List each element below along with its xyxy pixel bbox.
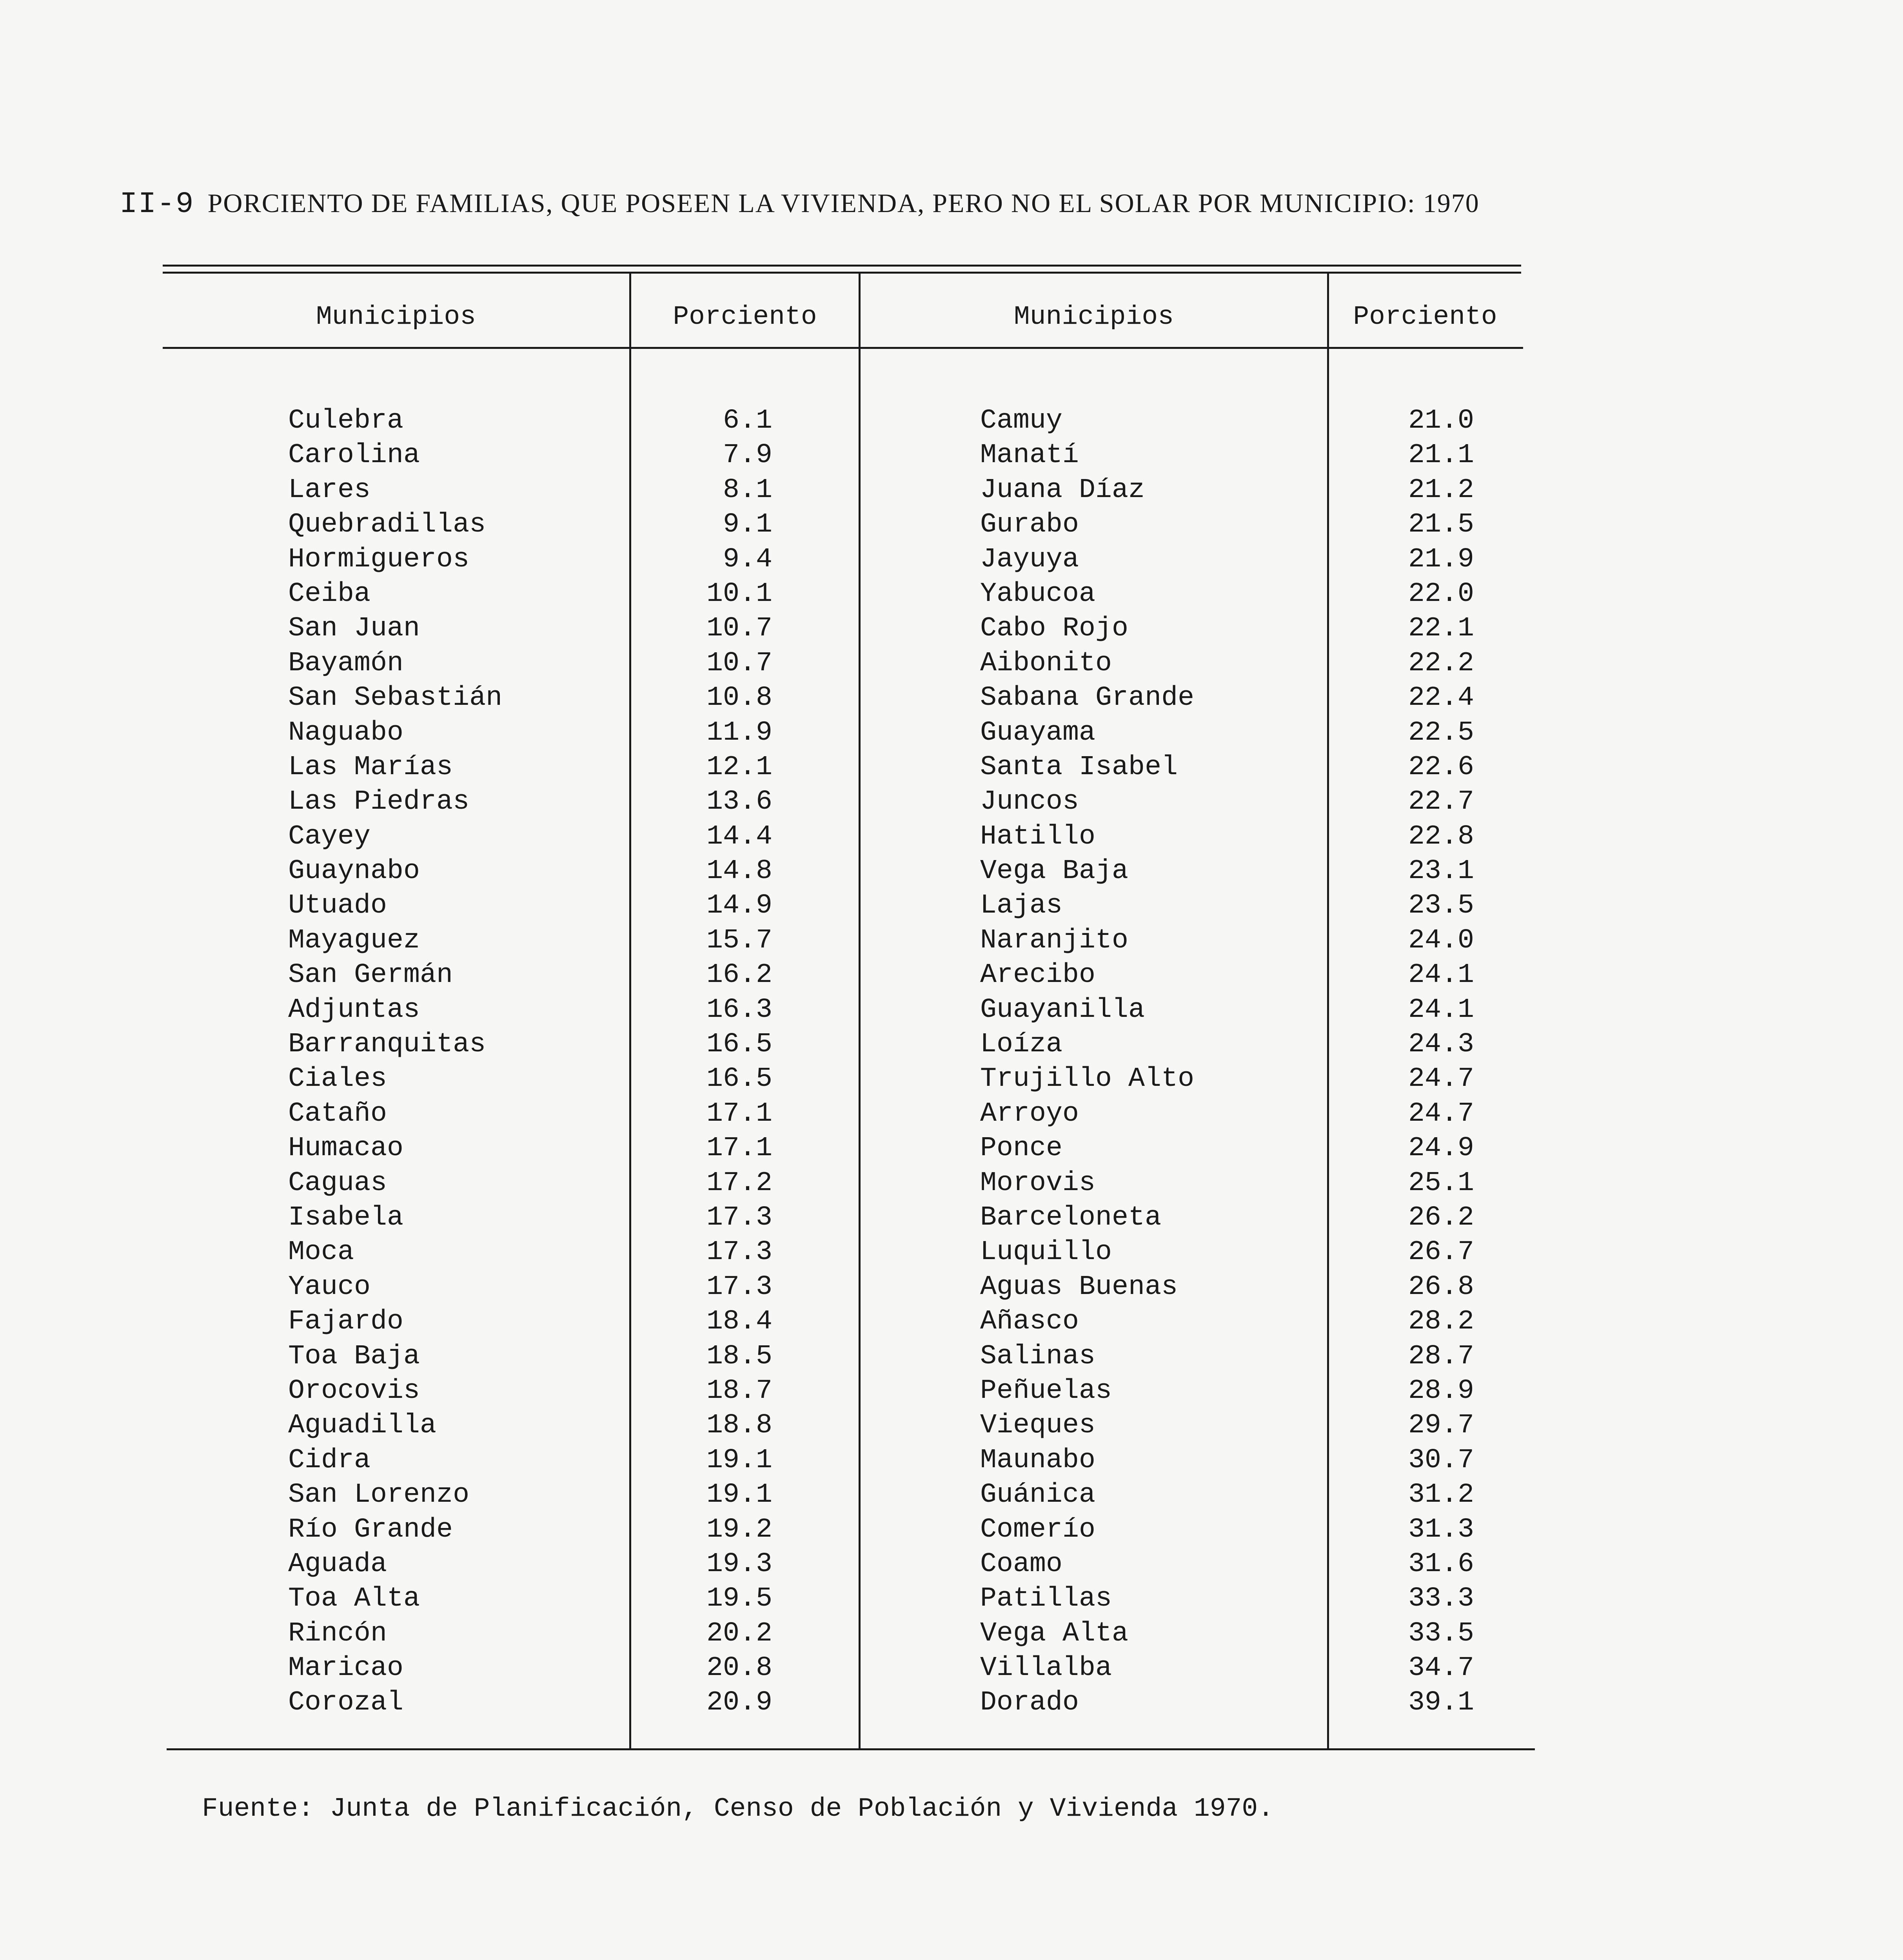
porciento-value: 6.1 [723, 405, 772, 436]
porciento-value: 28.2 [1408, 1306, 1474, 1338]
municipio-name: Arecibo [980, 960, 1096, 991]
porciento-value: 26.7 [1408, 1237, 1474, 1268]
municipio-name: Barceloneta [980, 1202, 1162, 1233]
municipio-name: Culebra [288, 405, 404, 436]
divider-2 [859, 272, 861, 1748]
porciento-value: 24.3 [1408, 1029, 1474, 1060]
municipio-name: San Sebastián [288, 682, 503, 714]
porciento-value: 17.3 [706, 1271, 772, 1303]
porciento-value: 24.9 [1408, 1133, 1474, 1164]
header-rule [163, 347, 1523, 349]
porciento-value: 17.3 [706, 1202, 772, 1233]
porciento-value: 9.4 [723, 544, 772, 575]
porciento-value: 26.8 [1408, 1271, 1474, 1303]
porciento-value: 16.2 [706, 960, 772, 991]
porciento-value: 21.9 [1408, 544, 1474, 575]
municipio-name: Maricao [288, 1653, 404, 1684]
porciento-value: 22.1 [1408, 613, 1474, 644]
municipio-name: Guaynabo [288, 856, 420, 887]
porciento-value: 21.5 [1408, 509, 1474, 541]
municipio-name: Fajardo [288, 1306, 404, 1338]
municipio-name: Yabucoa [980, 578, 1096, 610]
municipio-name: Vega Alta [980, 1618, 1129, 1649]
municipio-name: Camuy [980, 405, 1063, 436]
municipio-name: Guayama [980, 717, 1096, 748]
porciento-value: 22.8 [1408, 821, 1474, 852]
porciento-value: 31.2 [1408, 1479, 1474, 1511]
municipio-name: Coamo [980, 1548, 1063, 1580]
porciento-value: 18.5 [706, 1341, 772, 1372]
porciento-value: 9.1 [723, 509, 772, 541]
municipio-name: Adjuntas [288, 994, 420, 1025]
porciento-value: 19.2 [706, 1514, 772, 1545]
municipio-name: Naguabo [288, 717, 404, 748]
porciento-value: 29.7 [1408, 1410, 1474, 1441]
porciento-value: 28.9 [1408, 1375, 1474, 1406]
left-municipios-column [288, 404, 621, 1720]
porciento-value: 19.5 [706, 1583, 772, 1615]
municipio-name: Río Grande [288, 1514, 453, 1545]
porciento-value: 10.7 [706, 613, 772, 644]
municipio-name: Naranjito [980, 925, 1129, 956]
left-porciento-column [666, 404, 772, 1720]
porciento-value: 25.1 [1408, 1167, 1474, 1199]
municipio-name: Hormigueros [288, 544, 470, 575]
porciento-value: 31.6 [1408, 1548, 1474, 1580]
porciento-value: 22.7 [1408, 786, 1474, 818]
porciento-value: 28.7 [1408, 1341, 1474, 1372]
municipio-name: San Lorenzo [288, 1479, 470, 1511]
header-porciento-left: Porciento [673, 302, 817, 332]
municipio-name: Cabo Rojo [980, 613, 1129, 644]
municipio-name: Aguadilla [288, 1410, 437, 1441]
porciento-value: 24.7 [1408, 1063, 1474, 1095]
municipio-name: Jayuya [980, 544, 1079, 575]
municipio-name: Comerío [980, 1514, 1096, 1545]
porciento-value: 13.6 [706, 786, 772, 818]
header-municipios-right: Municipios [1013, 302, 1174, 332]
porciento-value: 14.4 [706, 821, 772, 852]
municipio-name: Loíza [980, 1029, 1063, 1060]
porciento-value: 33.5 [1408, 1618, 1474, 1649]
municipio-name: Vega Baja [980, 856, 1129, 887]
municipio-name: Cataño [288, 1098, 387, 1129]
municipio-name: Vieques [980, 1410, 1096, 1441]
porciento-value: 24.1 [1408, 960, 1474, 991]
porciento-value: 19.3 [706, 1548, 772, 1580]
porciento-value: 31.3 [1408, 1514, 1474, 1545]
table-title-text: PORCIENTO DE FAMILIAS, QUE POSEEN LA VIVIENDA, PERO NO EL SOLAR POR MUNICIPIO: 1970 [207, 188, 1480, 218]
municipio-name: Toa Baja [288, 1341, 420, 1372]
porciento-value: 22.2 [1408, 648, 1474, 679]
municipio-name: Bayamón [288, 648, 404, 679]
porciento-value: 8.1 [723, 474, 772, 506]
municipio-name: Dorado [980, 1687, 1079, 1719]
municipio-name: Aibonito [980, 648, 1112, 679]
porciento-value: 19.1 [706, 1479, 772, 1511]
municipio-name: Cidra [288, 1445, 371, 1476]
porciento-value: 30.7 [1408, 1445, 1474, 1476]
porciento-value: 34.7 [1408, 1653, 1474, 1684]
porciento-value: 17.3 [706, 1237, 772, 1268]
municipio-name: Quebradillas [288, 509, 486, 541]
municipio-name: Orocovis [288, 1375, 420, 1406]
municipio-name: Juncos [980, 786, 1079, 818]
municipio-name: Las Marías [288, 751, 453, 783]
porciento-value: 23.5 [1408, 890, 1474, 922]
porciento-value: 20.2 [706, 1618, 772, 1649]
right-porciento-column [1364, 404, 1474, 1720]
municipio-name: Moca [288, 1237, 354, 1268]
municipio-name: Carolina [288, 440, 420, 471]
municipio-name: Arroyo [980, 1098, 1079, 1129]
municipio-name: Ciales [288, 1063, 387, 1095]
municipio-name: San Juan [288, 613, 420, 644]
municipio-name: Utuado [288, 890, 387, 922]
municipio-name: Mayaguez [288, 925, 420, 956]
top-rule-1 [163, 265, 1521, 267]
porciento-value: 18.7 [706, 1375, 772, 1406]
porciento-value: 21.0 [1408, 405, 1474, 436]
porciento-value: 24.1 [1408, 994, 1474, 1025]
porciento-value: 18.8 [706, 1410, 772, 1441]
porciento-value: 17.2 [706, 1167, 772, 1199]
porciento-value: 7.9 [723, 440, 772, 471]
municipio-name: Morovis [980, 1167, 1096, 1199]
municipio-name: Guánica [980, 1479, 1096, 1511]
porciento-value: 15.7 [706, 925, 772, 956]
porciento-value: 20.9 [706, 1687, 772, 1719]
municipio-name: Añasco [980, 1306, 1079, 1338]
porciento-value: 23.1 [1408, 856, 1474, 887]
municipio-name: Corozal [288, 1687, 404, 1719]
municipio-name: Salinas [980, 1341, 1096, 1372]
municipio-name: Lares [288, 474, 371, 506]
municipio-name: Villalba [980, 1653, 1112, 1684]
municipio-name: Las Piedras [288, 786, 470, 818]
municipio-name: Santa Isabel [980, 751, 1178, 783]
table-title [120, 187, 1480, 221]
municipio-name: Manatí [980, 440, 1079, 471]
municipio-name: Aguada [288, 1548, 387, 1580]
municipio-name: Caguas [288, 1167, 387, 1199]
porciento-value: 22.5 [1408, 717, 1474, 748]
municipio-name: Peñuelas [980, 1375, 1112, 1406]
municipio-name: Maunabo [980, 1445, 1096, 1476]
porciento-value: 17.1 [706, 1098, 772, 1129]
porciento-value: 18.4 [706, 1306, 772, 1338]
municipio-name: Humacao [288, 1133, 404, 1164]
porciento-value: 17.1 [706, 1133, 772, 1164]
municipio-name: Cayey [288, 821, 371, 852]
municipio-name: Hatillo [980, 821, 1096, 852]
municipio-name: San Germán [288, 960, 453, 991]
municipio-name: Luquillo [980, 1237, 1112, 1268]
porciento-value: 39.1 [1408, 1687, 1474, 1719]
municipio-name: Juana Díaz [980, 474, 1145, 506]
right-municipios-column [980, 404, 1325, 1720]
porciento-value: 10.7 [706, 648, 772, 679]
porciento-value: 16.5 [706, 1029, 772, 1060]
porciento-value: 22.0 [1408, 578, 1474, 610]
municipio-name: Sabana Grande [980, 682, 1195, 714]
divider-3 [1327, 272, 1329, 1748]
porciento-value: 21.2 [1408, 474, 1474, 506]
porciento-value: 24.0 [1408, 925, 1474, 956]
porciento-value: 16.5 [706, 1063, 772, 1095]
divider-1 [629, 272, 631, 1748]
municipio-name: Ceiba [288, 578, 371, 610]
header-municipios-left: Municipios [316, 302, 476, 332]
porciento-value: 12.1 [706, 751, 772, 783]
source-note: Fuente: Junta de Planificación, Censo de Población y Vivienda 1970. [202, 1794, 1274, 1824]
porciento-value: 22.6 [1408, 751, 1474, 783]
header-porciento-right: Porciento [1353, 302, 1497, 332]
municipio-name: Barranquitas [288, 1029, 486, 1060]
porciento-value: 26.2 [1408, 1202, 1474, 1233]
municipio-name: Aguas Buenas [980, 1271, 1178, 1303]
bottom-rule [167, 1748, 1535, 1750]
porciento-value: 10.1 [706, 578, 772, 610]
municipio-name: Trujillo Alto [980, 1063, 1195, 1095]
porciento-value: 10.8 [706, 682, 772, 714]
porciento-value: 33.3 [1408, 1583, 1474, 1615]
porciento-value: 19.1 [706, 1445, 772, 1476]
municipio-name: Gurabo [980, 509, 1079, 541]
porciento-value: 24.7 [1408, 1098, 1474, 1129]
porciento-value: 14.8 [706, 856, 772, 887]
municipio-name: Rincón [288, 1618, 387, 1649]
porciento-value: 16.3 [706, 994, 772, 1025]
municipio-name: Patillas [980, 1583, 1112, 1615]
municipio-name: Isabela [288, 1202, 404, 1233]
porciento-value: 20.8 [706, 1653, 772, 1684]
municipio-name: Toa Alta [288, 1583, 420, 1615]
porciento-value: 14.9 [706, 890, 772, 922]
municipio-name: Guayanilla [980, 994, 1145, 1025]
porciento-value: 11.9 [706, 717, 772, 748]
municipio-name: Lajas [980, 890, 1063, 922]
municipio-name: Ponce [980, 1133, 1063, 1164]
top-rule-2 [163, 272, 1521, 274]
porciento-value: 21.1 [1408, 440, 1474, 471]
municipio-name: Yauco [288, 1271, 371, 1303]
porciento-value: 22.4 [1408, 682, 1474, 714]
table-code: II-9 [120, 187, 194, 221]
